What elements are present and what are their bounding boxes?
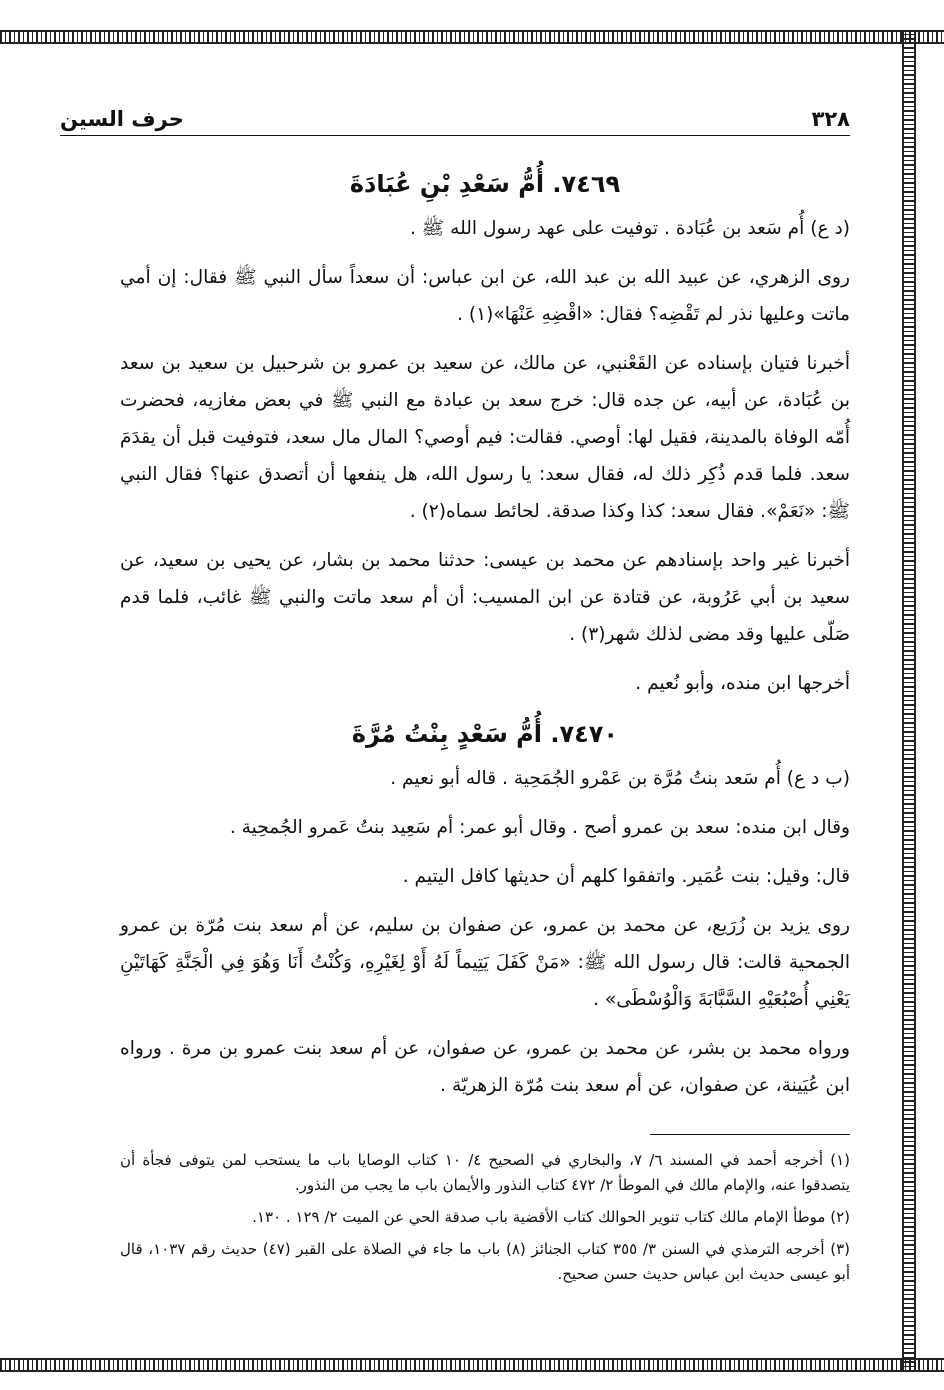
- main-text: [120, 160, 850, 1116]
- paragraph: أخرجها ابن منده، وأبو نُعيم .: [635, 673, 850, 694]
- paragraph: ورواه محمد بن بشر، عن محمد بن عمرو، عن صفوان، عن أم سعد بنت عمرو بن مرة . ورواه ابن عُيَينة، عن صفوان، عن أم سعد بنت مُرّة الزهريّة .: [120, 1038, 850, 1096]
- running-header: [60, 96, 850, 136]
- decorative-border-top: [0, 30, 944, 44]
- page-number: ٣٢٨: [811, 107, 850, 131]
- chapter-title: حرف السين: [60, 107, 184, 131]
- entry-7470: [120, 714, 850, 1104]
- footnote: (٢) موطأ الإمام مالك كتاب تنوير الحوالك كتاب الأقضية باب صدقة الحي عن الميت ٢/ ١٢٩ . ١٣٠.: [252, 1208, 850, 1226]
- paragraph: روى يزيد بن زُرَيع، عن محمد بن عمرو، عن صفوان بن سليم، عن أم سعد بنت مُرّة بن عمرو الجمحية قالت: قال رسول الله ﷺ: «مَنْ كَفَلَ يَتِيماً لَهُ أَوْ لِغَيْرِهِ، وَكُنْتُ أَنَا وَهُوَ فِي الْجَنَّةِ كَهَاتَيْنِ يَعْنِي أُصْبُعَيْهِ السَّبَّابَةَ وَالْوُسْطَى» .: [120, 915, 850, 1010]
- paragraph: (ب د ع) أُم سَعد بنتُ مُرَّة بن عَمْرو الجُمَحِية . قاله أبو نعيم .: [390, 768, 850, 789]
- decorative-border-right: [902, 30, 916, 1372]
- paragraph: وقال ابن منده: سعد بن عمرو أصح . وقال أبو عمر: أم سَعِيد بنتُ عَمرو الجُمحِية .: [229, 817, 850, 838]
- footnote: (٣) أخرجه الترمذي في السنن ٣/ ٣٥٥ كتاب الجنائز (٨) باب ما جاء في الصلاة على القبر (٤٧) حديث رقم ١٠٣٧، قال أبو عيسى حديث ابن عباس حديث حسن صحيح.: [120, 1240, 850, 1283]
- entry-title: ٧٤٧٠. أُمُّ سَعْدٍ بِنْتُ مُرَّةَ: [351, 720, 619, 748]
- footnotes: [120, 1148, 850, 1294]
- paragraph: روى الزهري، عن عبيد الله بن عبد الله، عن ابن عباس: أن سعداً سأل النبي ﷺ فقال: إن أمي ماتت وعليها نذر لم تَقْضِه؟ فقال: «اقْضِهِ عَنْهَا»(١) .: [120, 267, 850, 325]
- footnote: (١) أخرجه أحمد في المسند ٦/ ٧، والبخاري في الصحيح ٤/ ١٠ كتاب الوصايا باب ما يستحب لمن يتوفى فجأة أن يتصدقوا عنه، والإمام مالك في الموطأ ٢/ ٤٧٢ كتاب النذور والأيمان باب ما يجب من النذور.: [120, 1151, 851, 1194]
- footnote-separator: [650, 1134, 850, 1135]
- entry-title: ٧٤٦٩. أُمُّ سَعْدِ بْنِ عُبَادَةَ: [349, 170, 621, 198]
- decorative-border-bottom: [0, 1358, 944, 1372]
- paragraph: أخبرنا فتيان بإسناده عن القَعْنبي، عن مالك، عن سعيد بن عمرو بن شرحبيل بن سعيد بن سعد بن عُبَادة، عن أبيه، عن جده قال: خرج سعد بن عبادة مع النبي ﷺ في بعض مغازيه، فحضرت أُمّه الوفاة بالمدينة، فقيل لها: أوصي. فقالت: فيم أوصي؟ المال مال سعد، فتوفيت قبل أن يقدَمَ سعد. فلما قدم ذُكِر ذلك له، فقال سعد: يا رسول الله، هل ينفعها أن أتصدق عنها؟ فقال النبي ﷺ: «نَعَمْ». فقال سعد: كذا وكذا صدقة. لحائط سماه(٢) .: [120, 353, 850, 522]
- paragraph: (د ع) أُم سَعد بن عُبَادة . توفيت على عهد رسول الله ﷺ .: [409, 218, 850, 239]
- paragraph: أخبرنا غير واحد بإسنادهم عن محمد بن عيسى: حدثنا محمد بن بشار، عن يحيى بن سعيد، عن سعيد بن أبي عَرُوبة، عن قتادة عن ابن المسيب: أن أم سعد ماتت والنبي ﷺ غائب، فلما قدم صَلّى عليها وقد مضى لذلك شهر(٣) .: [120, 550, 850, 645]
- paragraph: قال: وقيل: بنت عُمَير. واتفقوا كلهم أن حديثها كافل اليتيم .: [402, 866, 850, 887]
- entry-7469: [120, 164, 850, 702]
